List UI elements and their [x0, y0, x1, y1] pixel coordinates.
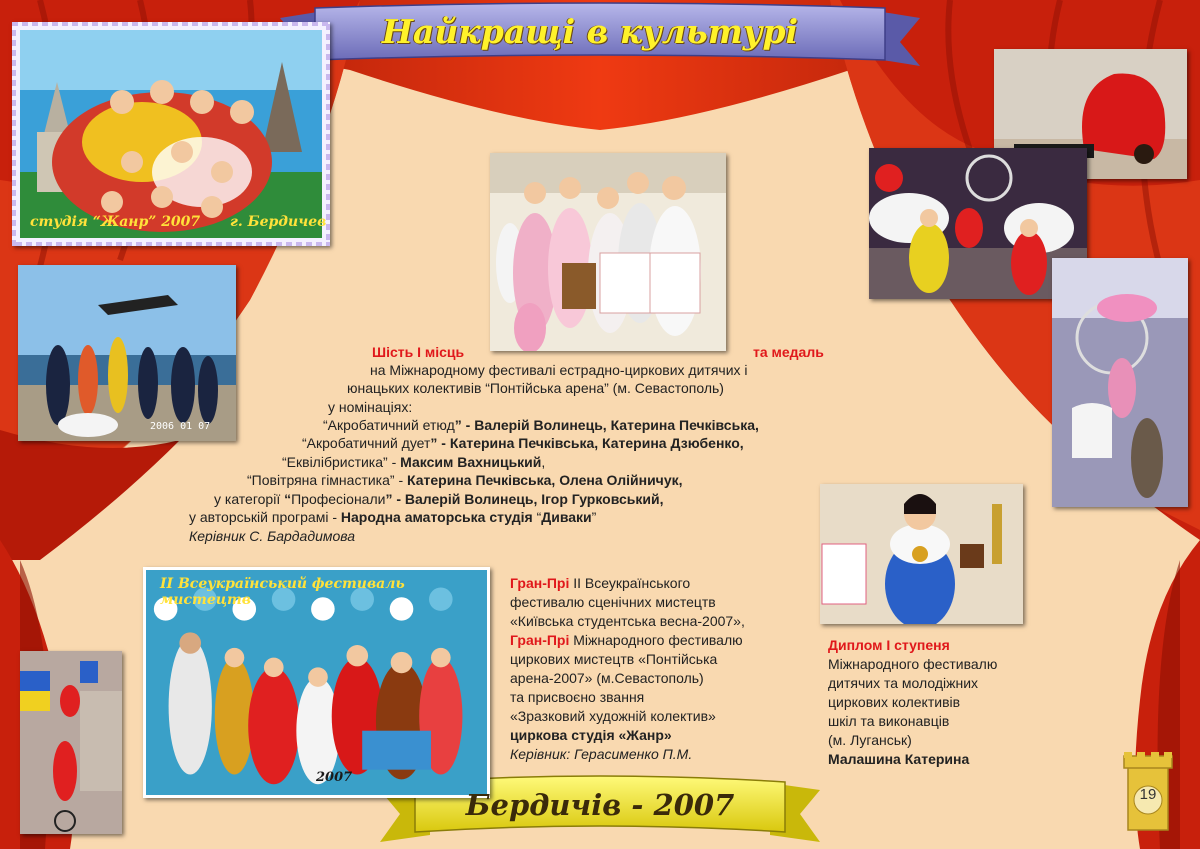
award-lead-line — [372, 343, 464, 362]
page-number: 19 — [1139, 786, 1157, 803]
award-line-8-b: Катерина Печківська, Олена Олійничук, — [407, 472, 683, 488]
award-line-7 — [282, 453, 545, 472]
award-line-6-b: ” - Катерина Печківська, Катерина Дзюбенко, — [430, 435, 744, 451]
grand-prix-line-9: циркова студія «Жанр» — [510, 727, 672, 743]
award-line-5-b: ” - Валерій Волинець, Катерина Печківська, — [454, 417, 759, 433]
diploma-line-6: (м. Луганськ) — [828, 732, 912, 748]
award-line-10-a: у авторській програмі - — [189, 509, 341, 525]
footer-title: Бердичів - 2007 — [465, 788, 735, 822]
award-line-3: юнацьких колективів “Понтійська арена” (м. Севастополь) — [347, 380, 724, 396]
diploma-line-5: шкіл та виконавців — [828, 713, 950, 729]
photo-sevastopol-acrobats — [18, 265, 236, 441]
award-lead-red-1: Шість І місць — [372, 344, 465, 360]
award-line-6-a: “Акробатичний дует — [302, 435, 431, 451]
award-line-9-a: у категорії — [214, 491, 285, 507]
photo-unicycle-acrobat — [20, 651, 122, 834]
award-director: Керівник С. Бардадимова — [189, 528, 356, 544]
grand-prix-line-8: «Зразковий художній колектив» — [510, 708, 716, 724]
diploma-line-3: дитячих та молодіжних — [828, 675, 979, 691]
photo-date-stamp: 2006 01 07 — [150, 421, 211, 432]
photo-caption-right: г. Бердичев — [230, 214, 327, 230]
grand-prix-line-2: фестивалю сценічних мистецтв — [510, 594, 716, 610]
award-lead-medal — [753, 343, 824, 362]
award-line-10-c: “ — [532, 509, 542, 525]
award-line-10-e: ” — [591, 509, 597, 525]
diploma-line-2: Міжнародного фестивалю — [828, 656, 998, 672]
award-line-6 — [302, 434, 744, 453]
grand-prix-line-5: циркових мистецтв «Понтійська — [510, 651, 718, 667]
photo-aerial-acrobats — [1052, 258, 1188, 507]
grand-prix-line-7: та присвоєно звання — [510, 689, 645, 705]
award-line-7-c: , — [541, 454, 546, 470]
photo-zhanr-studio — [12, 22, 330, 246]
photo-festival-banner: II Всеукраїнський фестиваль мистецтв — [160, 576, 405, 608]
award-line-5-a: “Акробатичний етюд — [323, 417, 455, 433]
grand-prix-2-text: Міжнародного фестивалю — [569, 632, 743, 648]
award-lead-red-2: та медаль — [753, 344, 824, 360]
grand-prix-1-red: Гран-Прі — [510, 575, 570, 591]
award-line-9-c: Професіонали — [291, 491, 386, 507]
photo-festival-year: 2007 — [316, 770, 353, 785]
award-line-4: у номінаціях: — [328, 399, 413, 415]
photo-caption-left: студія “Жанр” 2007 — [30, 214, 201, 230]
page-title: Найкращі в культурі — [381, 12, 799, 51]
diploma-recipient: Малашина Катерина — [828, 751, 970, 767]
award-line-8 — [247, 471, 683, 490]
grand-prix-2-red: Гран-Прі — [510, 632, 570, 648]
diploma-line-4: циркових колективів — [828, 694, 961, 710]
award-line-2: на Міжнародному фестивалі естрадно-циркових дитячих і — [370, 362, 748, 378]
award-line-10-b: Народна аматорська студія — [340, 509, 533, 525]
grand-prix-2 — [510, 631, 743, 650]
award-line-9-b: “ — [284, 491, 292, 507]
award-line-8-a: “Повітряна гімнастика” - — [247, 472, 408, 488]
grand-prix-director: Керівник: Герасименко П.М. — [510, 746, 693, 762]
award-line-5 — [323, 416, 759, 435]
grand-prix-1-text: ІІ Всеукраїнського — [569, 575, 691, 591]
grand-prix-line-3: «Київська студентська весна-2007», — [510, 613, 745, 629]
award-line-7-a: “Еквілібристика” - — [282, 454, 401, 470]
grand-prix-line-6: арена-2007» (м.Севастополь) — [510, 670, 704, 686]
photo-girl-medal — [820, 484, 1023, 624]
award-line-9-d: ” - Валерій Волинець, Ігор Гурковський, — [385, 491, 664, 507]
grand-prix-1 — [510, 574, 690, 593]
award-line-10 — [189, 508, 596, 527]
award-line-7-b: Максим Вахницький — [400, 454, 542, 470]
award-line-10-d: Диваки — [541, 509, 592, 525]
award-line-9 — [214, 490, 664, 509]
photo-festival-group — [143, 567, 490, 798]
diploma-title: Диплом І ступеня — [828, 637, 950, 653]
photo-diploma-group — [490, 153, 726, 351]
